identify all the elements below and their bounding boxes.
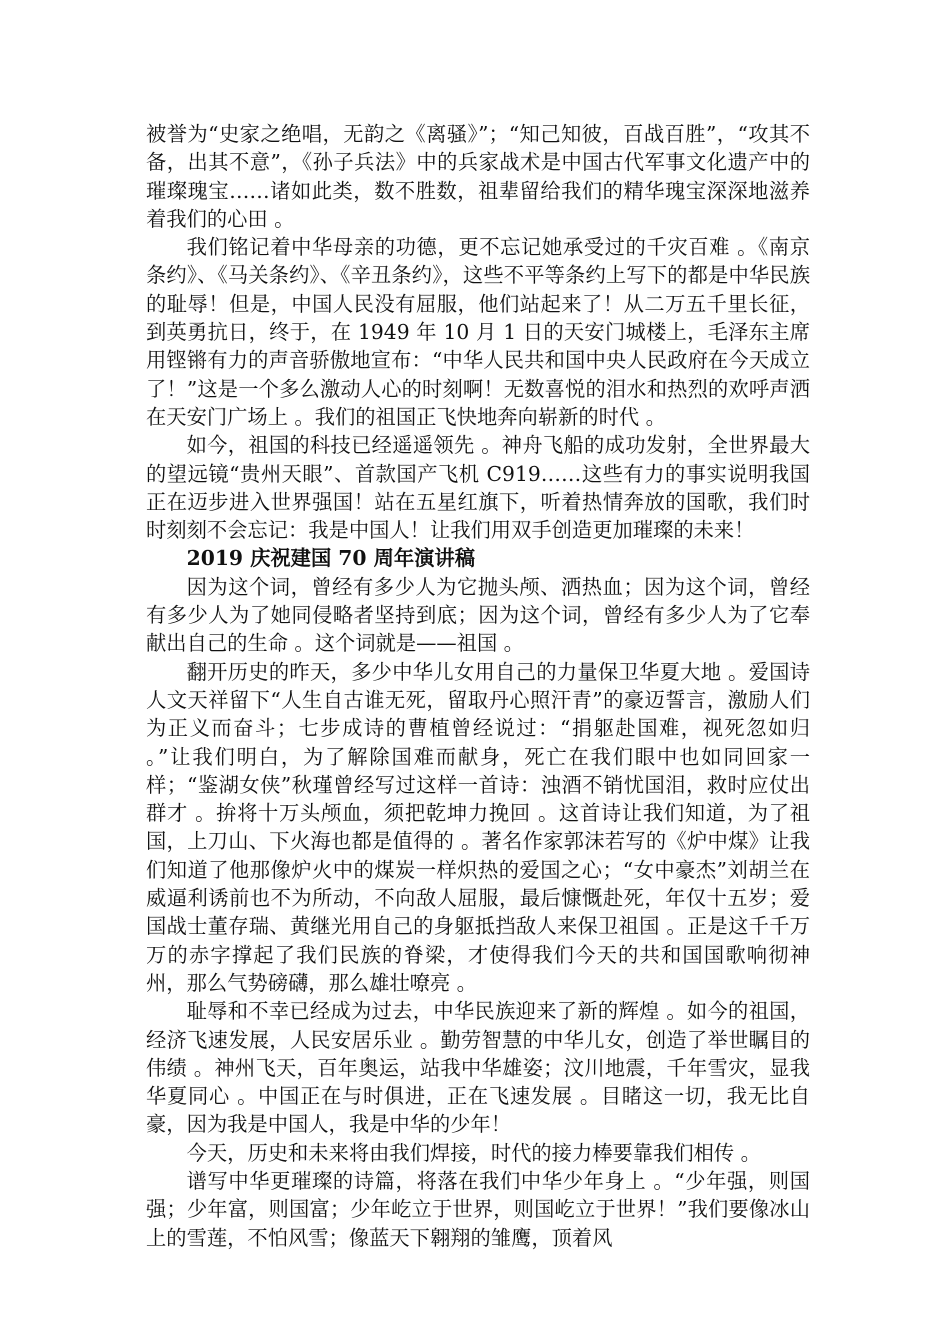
paragraph: 我们铭记着中华母亲的功德，更不忘记她承受过的千灾百难 。《南京条约》、《马关条约》、《辛丑条约》，这些不平等条约上写下的都是中华民族的耻辱！但是，中国人民没有屈服，他们站起来了！从二万五千里长征，到英勇抗日，终于，在 1949 年 10 月 1 日的天安门城楼上，毛泽东主席用铿锵有力的声音骄傲地宣布：“中华人民共和国中央人民政府在今天成立了！”这是一个多么激动人心的时刻啊！无数喜悦的泪水和热烈的欢呼声洒在天安门广场上 。我们的祖国正飞快地奔向崭新的时代 。 [146,235,810,429]
paragraph: 被誉为“史家之绝唱，无韵之《离骚》”；“知己知彼，百战百胜”，“攻其不备，出其不意”，《孙子兵法》中的兵家战术是中国古代军事文化遗产中的璀璨瑰宝……诸如此类，数不胜数，祖辈留给我们的精华瑰宝深深地滋养着我们的心田 。 [146,122,810,231]
paragraph: 翻开历史的昨天，多少中华儿女用自己的力量保卫华夏大地 。爱国诗人文天祥留下“人生自古谁无死，留取丹心照汗青”的豪迈誓言，激励人们为正义而奋斗；七步成诗的曹植曾经说过：“捐躯赴国难，视死忽如归 。”让我们明白，为了解除国难而献身，死亡在我们眼中也如同回家一样；“鉴湖女侠”秋瑾曾经写过这样一首诗：浊酒不销忧国泪，救时应仗出群才 。拚将十万头颅血，须把乾坤力挽回 。这首诗让我们知道，为了祖国，上刀山、下火海也都是值得的 。著名作家郭沫若写的《炉中煤》让我们知道了他那像炉火中的煤炭一样炽热的爱国之心；“女中豪杰”刘胡兰在威逼利诱前也不为所动，不向敌人屈服，最后慷慨赴死，年仅十五岁；爱国战士董存瑞、黄继光用自己的身躯抵挡敌人来保卫祖国 。正是这千千万万的赤字撑起了我们民族的脊梁，才使得我们今天的共和国国歌响彻神州，那么气势磅礴，那么雄壮嘹亮 。 [146,659,810,995]
paragraph: 今天，历史和未来将由我们焊接，时代的接力棒要靠我们相传 。 [186,1140,761,1165]
section-title: 2019 庆祝建国 70 周年演讲稿 [186,546,475,571]
paragraph: 因为这个词，曾经有多少人为它抛头颅、洒热血；因为这个词，曾经有多少人为了她同侵略者坚持到底；因为这个词，曾经有多少人为了它奉献出自己的生命 。这个词就是——祖国 。 [146,574,810,656]
paragraph: 耻辱和不幸已经成为过去，中华民族迎来了新的辉煌 。如今的祖国，经济飞速发展，人民安居乐业 。勤劳智慧的中华儿女，创造了举世瞩目的伟绩 。神州飞天，百年奥运，站我中华雄姿；汶川地震，千年雪灾，显我华夏同心 。中国正在与时俱进，正在飞速发展 。目睹这一切，我无比自豪，因为我是中国人，我是中华的少年！ [146,999,810,1137]
paragraph: 谱写中华更璀璨的诗篇，将落在我们中华少年身上 。“少年强，则国强；少年富，则国富；少年屹立于世界，则国屹立于世界！”我们要像冰山上的雪莲，不怕风雪；像蓝天下翱翔的雏鹰，顶着风 [146,1168,810,1250]
paragraph: 如今，祖国的科技已经遥遥领先 。神舟飞船的成功发射，全世界最大的望远镜“贵州天眼”、首款国产飞机 C919……这些有力的事实说明我国正在迈步进入世界强国！站在五星红旗下，听着热情奔放的国歌，我们时时刻刻不会忘记：我是中国人！让我们用双手创造更加璀璨的未来！ [146,433,810,543]
document-body [146,120,810,1252]
